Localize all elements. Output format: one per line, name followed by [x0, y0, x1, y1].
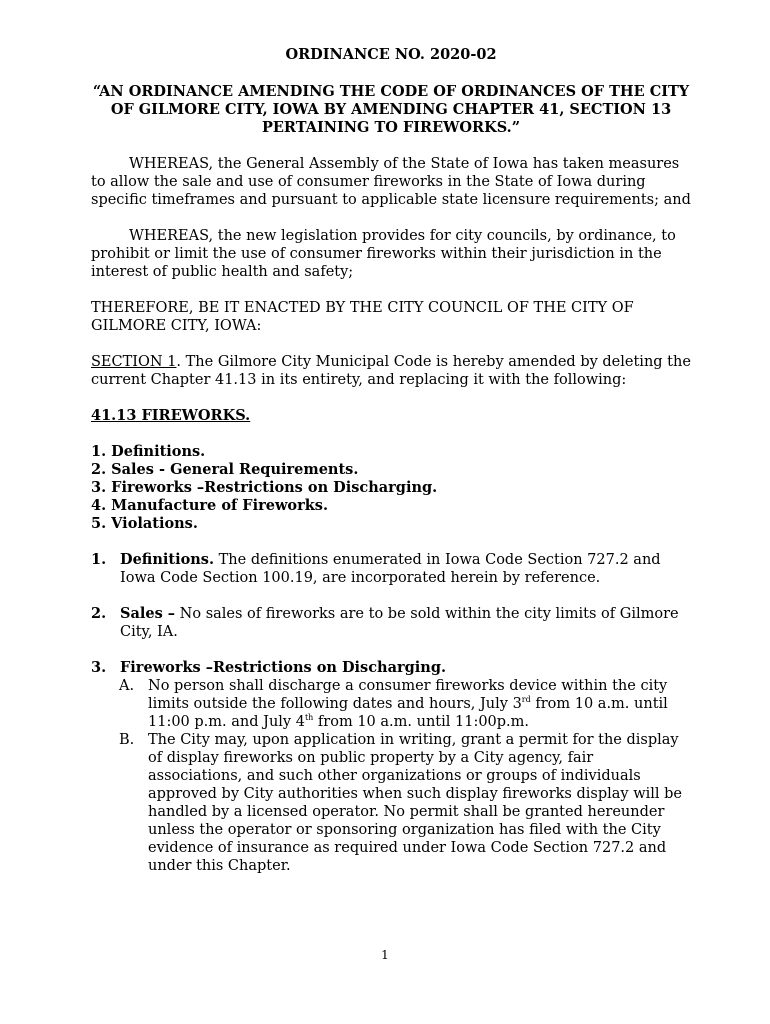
- item-3-label: Fireworks –Restrictions on Discharging.: [120, 659, 447, 676]
- item-3a-letter: A.: [119, 678, 135, 694]
- item-2-text: No sales of fireworks are to be sold within the city limits of Gilmore City, IA.: [120, 606, 679, 640]
- document-body: [91, 46, 691, 875]
- ordinance-subtitle: “AN ORDINANCE AMENDING THE CODE OF ORDINANCES OF THE CITY OF GILMORE CITY, IOWA BY AMENDING CHAPTER 41, SECTION 13 PERTAINING TO FIREWORKS.”: [92, 83, 690, 136]
- ordinance-title: ORDINANCE NO. 2020-02: [285, 46, 497, 63]
- section-heading: 41.13 FIREWORKS.: [91, 407, 251, 424]
- item-3a-text-a: No person shall discharge a consumer fireworks device within the city limits outside the following dates and hours, July 3: [148, 678, 668, 712]
- item-3b-letter: B.: [119, 732, 135, 748]
- table-of-contents: [91, 443, 691, 533]
- item-2-label: Sales –: [120, 605, 176, 622]
- item-3-number: 3.: [91, 659, 107, 676]
- toc-item: 4. Manufacture of Fireworks.: [91, 497, 329, 514]
- item-3a-text-c: from 10 a.m. until 11:00p.m.: [313, 714, 530, 730]
- item-1-number: 1.: [91, 551, 107, 568]
- toc-item: 3. Fireworks –Restrictions on Discharging.: [91, 479, 438, 496]
- whereas-paragraph-2: WHEREAS, the new legislation provides for city councils, by ordinance, to prohibit or limit the use of consumer fireworks within their jurisdiction in the interest of public health and safety;: [91, 228, 676, 280]
- item-3a-sup-th: th: [304, 713, 314, 722]
- item-3-restrictions: [91, 659, 691, 677]
- enactment-clause: THEREFORE, BE IT ENACTED BY THE CITY COUNCIL OF THE CITY OF GILMORE CITY, IOWA:: [91, 300, 634, 334]
- section-1-text: . The Gilmore City Municipal Code is hereby amended by deleting the current Chapter 41.13 in its entirety, and replacing it with the following:: [91, 354, 691, 388]
- item-3a-text-b: from 10 a.m. until 11:00 p.m. and July 4: [148, 696, 668, 730]
- item-3b-text: The City may, upon application in writing, grant a permit for the display of display fireworks on public property by a City agency, fair associations, and such other organizations or groups of individuals approved by City authorities when such display fireworks display will be handled by a licensed operator. No permit shall be granted hereunder unless the operator or sponsoring organization has filed with the City evidence of insurance as required under Iowa Code Section 727.2 and under this Chapter.: [148, 732, 682, 874]
- item-1-label: Definitions.: [120, 551, 215, 568]
- toc-item: 1. Definitions.: [91, 443, 206, 460]
- item-1-text: The definitions enumerated in Iowa Code Section 727.2 and Iowa Code Section 100.19, are incorporated herein by reference.: [120, 552, 661, 586]
- item-3a: [91, 677, 691, 731]
- page-number: 1: [381, 948, 389, 962]
- whereas-paragraph-1: WHEREAS, the General Assembly of the State of Iowa has taken measures to allow the sale and use of consumer fireworks in the State of Iowa during specific timeframes and pursuant to applicable state licensure requirements; and: [91, 156, 691, 208]
- section-1-paragraph: [91, 353, 691, 389]
- item-2-sales: [91, 605, 691, 641]
- item-2-number: 2.: [91, 605, 107, 622]
- section-1-label: SECTION 1: [91, 354, 177, 370]
- item-3b: [91, 731, 691, 875]
- item-3a-sup-rd: rd: [521, 695, 531, 704]
- toc-item: 5. Violations.: [91, 515, 198, 532]
- item-1-definitions: [91, 551, 691, 587]
- toc-item: 2. Sales - General Requirements.: [91, 461, 359, 478]
